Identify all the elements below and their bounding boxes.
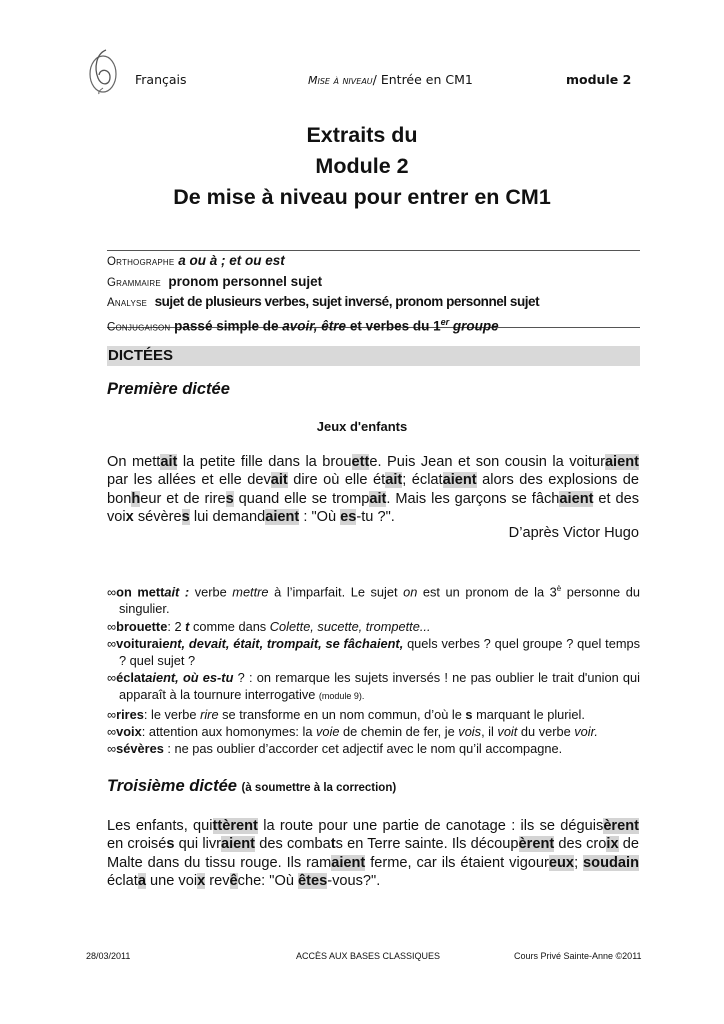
list-item: ∞sévères : ne pas oublier d’accorder cet adjectif avec le nom qu’il accompagne.	[107, 741, 563, 757]
list-item: ∞voix: attention aux homonymes: la voie de chemin de fer, je vois, il voit du verbe voir.	[107, 723, 598, 739]
dictation-notes	[107, 580, 640, 757]
list-item: ∞éclataient, où es-tu ? : on remarque les sujets inversés ! ne pas oublier le trait d'union qui apparaît à la tournure interrogative (module 9).	[107, 670, 640, 703]
heading-troisieme-dictee: Troisième dictée (à soumettre à la correction)	[107, 777, 397, 795]
list-item: ∞on mettait : verbe mettre à l’imparfait. Le sujet on est un pronom de la $3^è$ personne du singulier.	[107, 584, 640, 617]
dictation-3-text: Les enfants, quittèrent la route pour une partie de canotage : ils se déguisèrent en croisés qui livraient des combats en Terre sainte. Ils découpèrent des croix de Malte dans du tissu rouge. Ils ramaient ferme, car ils étaient vigoureux; soudain éclata une voix revêche: "Où êtes-vous?".	[107, 818, 639, 889]
school-logo	[86, 44, 120, 96]
dictation-title: Jeux d'enfants	[316, 419, 408, 434]
list-item: ∞rires: le verbe rire se transforme en un nom commun, d’où le s marquant le pluriel.	[107, 706, 585, 722]
program-summary: Orthographe a ou à ; et ou est Grammaire pronom personnel sujet Analyse sujet de plusieurs verbes, sujet inversé, pronom personnel sujet Conjugaison passé simple de avoir, être et verbes du 1er groupe	[107, 250, 640, 328]
heading-premiere-dictee: Première dictée	[107, 380, 230, 398]
header-module: module 2	[566, 72, 632, 87]
list-item: ∞voituraient, devait, était, trompait, se fâchaient, quels verbes ? quel groupe ? quel temps ? quel sujet ?	[107, 635, 640, 669]
footer-date: 28/03/2011	[86, 951, 131, 961]
header-subject: Français	[135, 72, 187, 87]
list-item: ∞brouette: 2 t comme dans Colette, sucette, trompette...	[107, 618, 431, 634]
footer-copyright: Cours Privé Sainte-Anne ©2011	[514, 951, 642, 961]
attribution: D’après Victor Hugo	[508, 525, 639, 541]
section-dictees: DICTÉES	[107, 346, 640, 366]
dictation-1-text: On mettait la petite fille dans la brouette. Puis Jean et son cousin la voituraient par les allées et elle devait dire où elle était; éclataient alors des explosions de bonheur et de rires quand elle se trompait. Mais les garçons se fâchaient et des voix sévères lui demandaient : "Où es-tu ?".	[107, 454, 639, 525]
page-title: Extraits du Module 2 De mise à niveau pour entrer en CM1	[173, 123, 551, 209]
footer-title: ACCÈS AUX BASES CLASSIQUES	[296, 951, 441, 961]
header-course: Mise à niveau/ Entrée en CM1	[308, 72, 473, 87]
